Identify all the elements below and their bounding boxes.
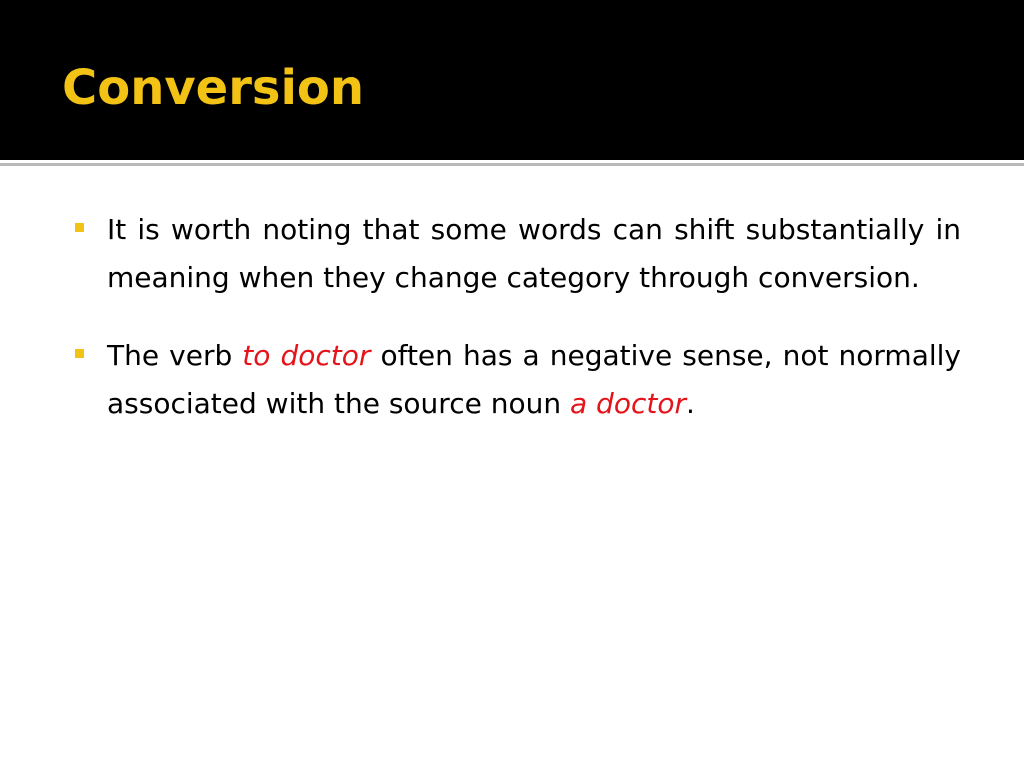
title-divider [0,163,1024,166]
bullet-list [0,206,1024,458]
bullet-text-2 [107,332,961,428]
slide-title: Conversion [62,60,365,116]
square-bullet-icon [75,223,84,232]
highlight-verb: to doctor [242,339,371,372]
bullet-item-2 [0,332,1024,428]
bullet-text-1: It is worth noting that some words can shift substantially in meaning when they change category through conversion. [107,213,961,294]
square-bullet-icon [75,349,84,358]
bullet-item-1 [0,206,1024,302]
highlight-noun: a doctor [569,387,686,420]
bullet-text-2-before: The verb [107,339,243,372]
bullet-text-2-middle: often has a negative sense, not normally associated with the source noun [107,339,961,420]
title-bar [0,0,1024,160]
bullet-text-2-after: . [685,387,695,420]
